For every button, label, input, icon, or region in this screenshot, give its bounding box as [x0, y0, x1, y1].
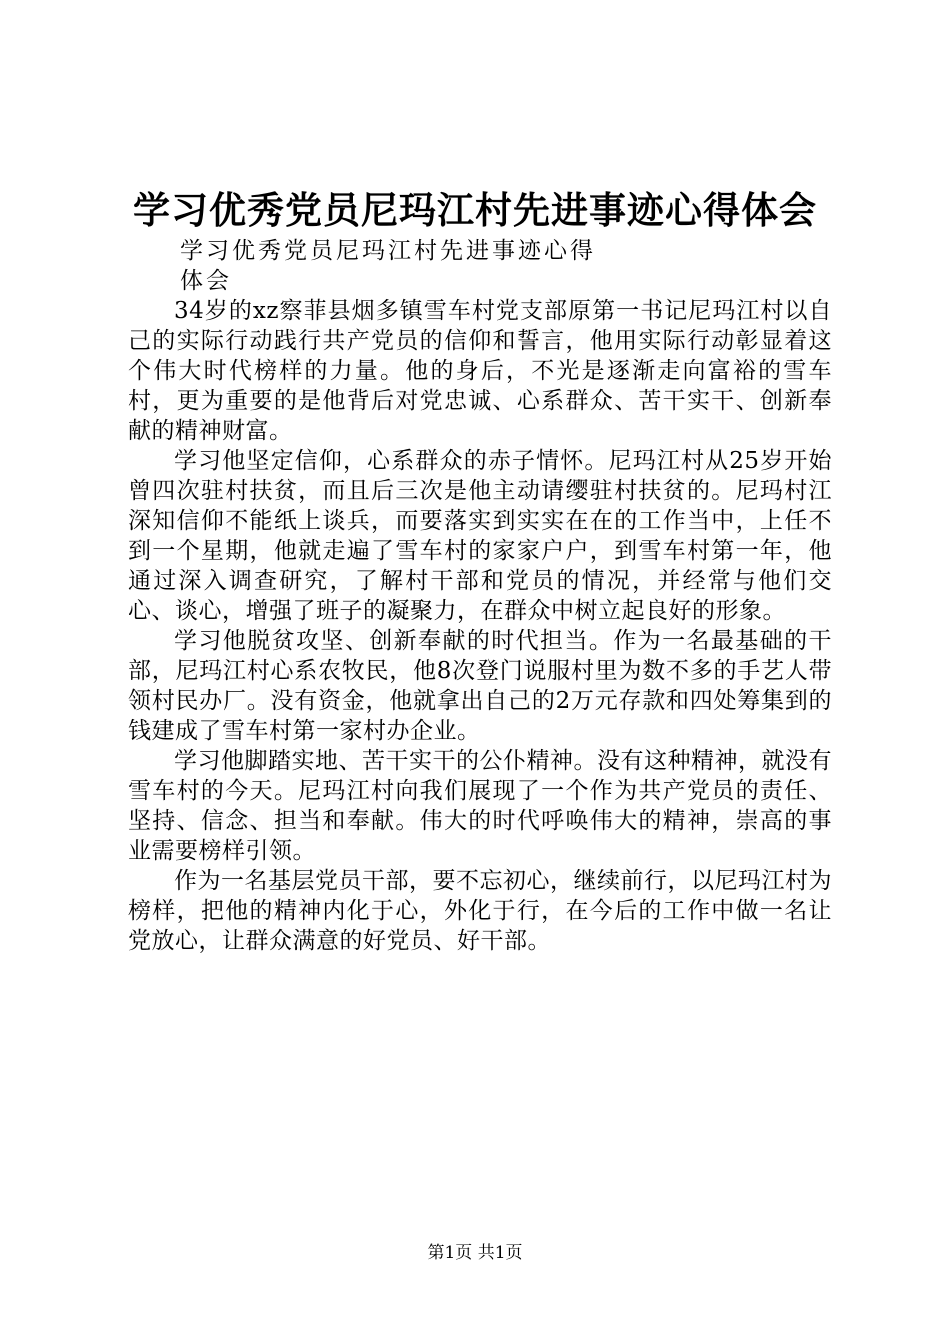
- document-subtitle: 学习优秀党员尼玛江村先进事迹心得体会: [180, 238, 596, 294]
- page-footer: 第1页 共1页: [427, 1243, 523, 1263]
- document-title: 学习优秀党员尼玛江村先进事迹心得体会: [133, 188, 817, 232]
- document-body: [128, 296, 832, 956]
- paragraph: 学习他脱贫攻坚、创新奉献的时代担当。作为一名最基础的干部，尼玛江村心系农牧民，他8次登门说服村里为数不多的手艺人带领村民办厂。没有资金，他就拿出自己的2万元存款和四处筹集到的钱建成了雪车村第一家村办企业。: [128, 628, 832, 744]
- paragraph: 学习他脚踏实地、苦干实干的公仆精神。没有这种精神，就没有雪车村的今天。尼玛江村向我们展现了一个作为共产党员的责任、坚持、信念、担当和奉献。伟大的时代呼唤伟大的精神，崇高的事业需要榜样引领。: [128, 748, 832, 864]
- paragraph: 作为一名基层党员干部，要不忘初心，继续前行，以尼玛江村为榜样，把他的精神内化于心，外化于行，在今后的工作中做一名让党放心，让群众满意的好党员、好干部。: [128, 868, 832, 954]
- paragraph: 34岁的xz察菲县烟多镇雪车村党支部原第一书记尼玛江村以自己的实际行动践行共产党员的信仰和誓言，他用实际行动彰显着这个伟大时代榜样的力量。他的身后，不光是逐渐走向富裕的雪车村，更为重要的是他背后对党忠诚、心系群众、苦干实干、创新奉献的精神财富。: [128, 298, 832, 444]
- paragraph: 学习他坚定信仰，心系群众的赤子情怀。尼玛江村从25岁开始曾四次驻村扶贫，而且后三次是他主动请缨驻村扶贫的。尼玛村江深知信仰不能纸上谈兵，而要落实到实实在在的工作当中，上任不到一个星期，他就走遍了雪车村的家家户户，到雪车村第一年，他通过深入调查研究，了解村干部和党员的情况，并经常与他们交心、谈心，增强了班子的凝聚力，在群众中树立起良好的形象。: [128, 448, 832, 624]
